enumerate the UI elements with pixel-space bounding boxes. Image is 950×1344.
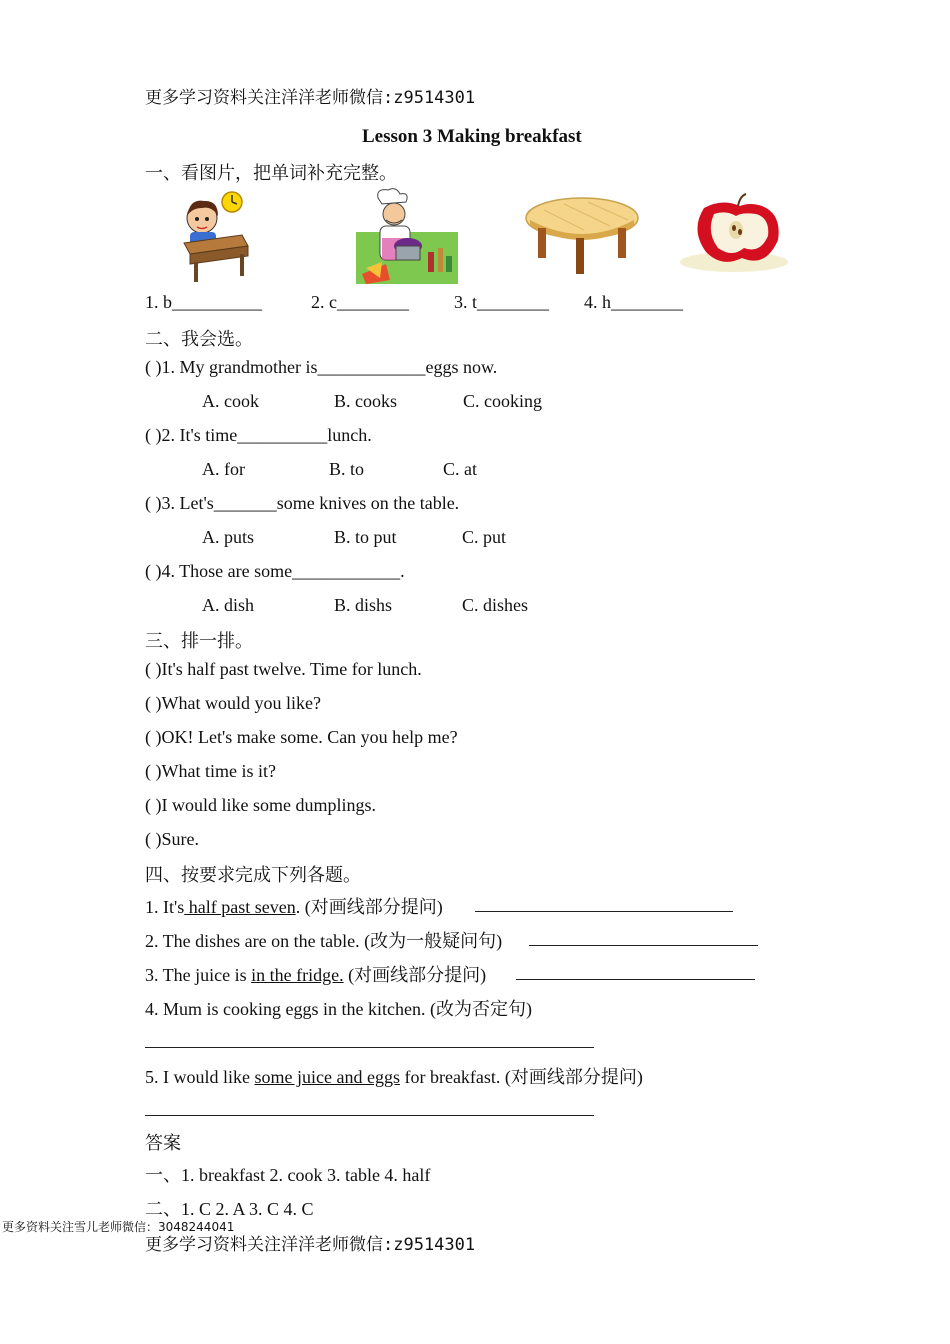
order-item-2: ( )What would you like?	[145, 693, 321, 713]
option-3c: C. put	[462, 527, 507, 547]
header-watermark: 更多学习资料关注洋洋老师微信:z9514301	[145, 88, 476, 108]
option-1a: A. cook	[202, 391, 259, 411]
order-item-3: ( )OK! Let's make some. Can you help me?	[145, 727, 458, 747]
answer-line-1	[475, 911, 733, 912]
task5-prefix: 5. I would like	[145, 1067, 255, 1087]
option-4a: A. dish	[202, 595, 255, 615]
task1-suffix: . (对画线部分提问)	[295, 897, 443, 917]
answer-line-4	[145, 1047, 594, 1048]
chef-cooking-picture	[356, 188, 458, 284]
answer-line-5	[145, 1115, 594, 1116]
order-item-6: ( )Sure.	[145, 829, 199, 849]
option-3a: A. puts	[202, 527, 255, 547]
option-1b: B. cooks	[334, 391, 397, 411]
option-1c: C. cooking	[463, 391, 542, 411]
section4-heading: 四、按要求完成下列各题。	[145, 865, 361, 885]
footer-small-watermark: 更多资料关注雪儿老师微信：3048244041	[2, 1220, 235, 1234]
task3-prefix: 3. The juice is	[145, 965, 252, 985]
task5-underlined: some juice and eggs	[254, 1067, 400, 1087]
order-item-1: ( )It's half past twelve. Time for lunch.	[145, 659, 422, 679]
task-question-1	[145, 893, 443, 919]
task5-suffix: for breakfast. (对画线部分提问)	[399, 1067, 643, 1087]
order-item-4: ( )What time is it?	[145, 761, 276, 781]
footer-watermark: 更多学习资料关注洋洋老师微信:z9514301	[145, 1235, 476, 1255]
task-question-2: 2. The dishes are on the table. (改为一般疑问句)	[145, 931, 503, 951]
choice-question-1: ( )1. My grandmother is____________eggs now.	[145, 357, 498, 377]
section2-heading: 二、我会选。	[145, 329, 253, 349]
answers-heading: 答案	[145, 1133, 181, 1153]
task-question-5	[145, 1063, 643, 1089]
half-apple-picture	[678, 192, 790, 274]
choice-question-3: ( )3. Let's_______some knives on the table.	[145, 493, 460, 513]
task3-underlined: in the fridge.	[251, 965, 344, 985]
fill-item-3: 3. t________	[454, 292, 550, 312]
answers-line-2: 二、1. C 2. A 3. C 4. C	[145, 1199, 314, 1219]
choice-question-4: ( )4. Those are some____________.	[145, 561, 405, 581]
order-item-5: ( )I would like some dumplings.	[145, 795, 376, 815]
option-4b: B. dishs	[334, 595, 393, 615]
option-2b: B. to	[329, 459, 365, 479]
task-question-3	[145, 961, 486, 987]
answers-line-1: 一、1. breakfast 2. cook 3. table 4. half	[145, 1165, 431, 1185]
option-4c: C. dishes	[462, 595, 529, 615]
option-3b: B. to put	[334, 527, 397, 547]
task-question-4: 4. Mum is cooking eggs in the kitchen. (改为否定句)	[145, 999, 532, 1019]
choice-question-2: ( )2. It's time__________lunch.	[145, 425, 372, 445]
section1-heading: 一、看图片，把单词补充完整。	[145, 163, 397, 183]
section3-heading: 三、排一排。	[145, 631, 253, 651]
fill-item-2: 2. c________	[311, 292, 409, 312]
task1-prefix: 1. It's	[145, 897, 185, 917]
fill-item-1: 1. b__________	[145, 292, 262, 312]
boy-breakfast-picture	[178, 188, 256, 284]
fill-item-4: 4. h________	[584, 292, 683, 312]
option-2c: C. at	[443, 459, 477, 479]
task3-suffix: (对画线部分提问)	[343, 965, 487, 985]
lesson-title: Lesson 3 Making breakfast	[362, 126, 582, 147]
answer-line-3	[516, 979, 755, 980]
answer-line-2	[529, 945, 758, 946]
option-2a: A. for	[202, 459, 245, 479]
task1-underlined: half past seven	[184, 897, 296, 917]
wooden-table-picture	[524, 196, 640, 276]
